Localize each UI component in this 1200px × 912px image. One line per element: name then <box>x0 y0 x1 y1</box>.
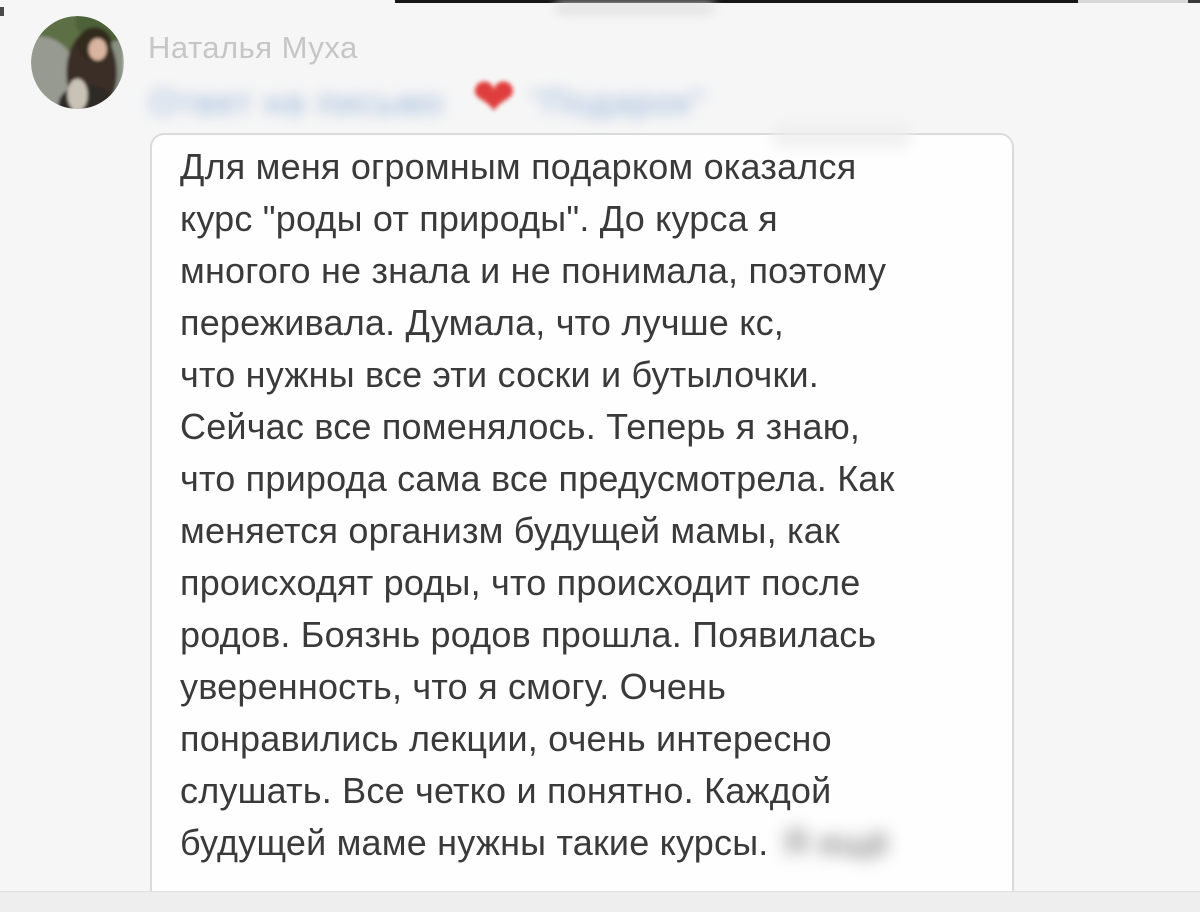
avatar[interactable] <box>31 16 124 109</box>
left-edge-artifact-top <box>0 7 4 16</box>
review-line: многого не знала и не понимала, поэтому <box>180 250 887 291</box>
review-line-last <box>180 817 895 869</box>
blurred-reply-text-left: Ответ на письмо <box>150 84 445 122</box>
redacted-word: Я ещё <box>782 822 890 863</box>
review-line: переживала. Думала, что лучше кс, <box>180 302 784 343</box>
review-line: что природа сама все предусмотрела. Как <box>180 458 895 499</box>
review-line: меняется организм будущей мамы, как <box>180 510 840 551</box>
review-card <box>150 133 1014 892</box>
review-line: уверенность, что я смогу. Очень <box>180 666 727 707</box>
review-line: понравились лекции, очень интересно <box>180 718 832 759</box>
author-name[interactable]: Наталья Муха <box>148 30 358 65</box>
review-line: Сейчас все поменялось. Теперь я знаю, <box>180 406 861 447</box>
top-blur-smudge <box>555 2 715 15</box>
review-line: родов. Боязнь родов прошла. Появилась <box>180 614 877 655</box>
top-crop-bar-corner <box>1188 0 1200 3</box>
top-crop-bar-light <box>1078 0 1200 3</box>
review-line: происходят роды, что происходит после <box>180 562 861 603</box>
review-line: Для меня огромным подарком оказался <box>180 146 857 187</box>
blurred-reply-text-right: "Подарок" <box>530 84 707 122</box>
review-line-last-text: будущей маме нужны такие курсы. <box>180 822 769 863</box>
bottom-crop-strip <box>0 891 1200 912</box>
review-line: слушать. Все четко и понятно. Каждой <box>180 770 832 811</box>
top-crop-bar <box>395 0 1078 3</box>
review-text <box>180 141 895 869</box>
avatar-photo <box>31 16 124 109</box>
review-line: что нужны все эти соски и бутылочки. <box>180 354 819 395</box>
review-line: курс "роды от природы". До курса я <box>180 198 778 239</box>
heart-icon: ❤ <box>472 68 516 128</box>
